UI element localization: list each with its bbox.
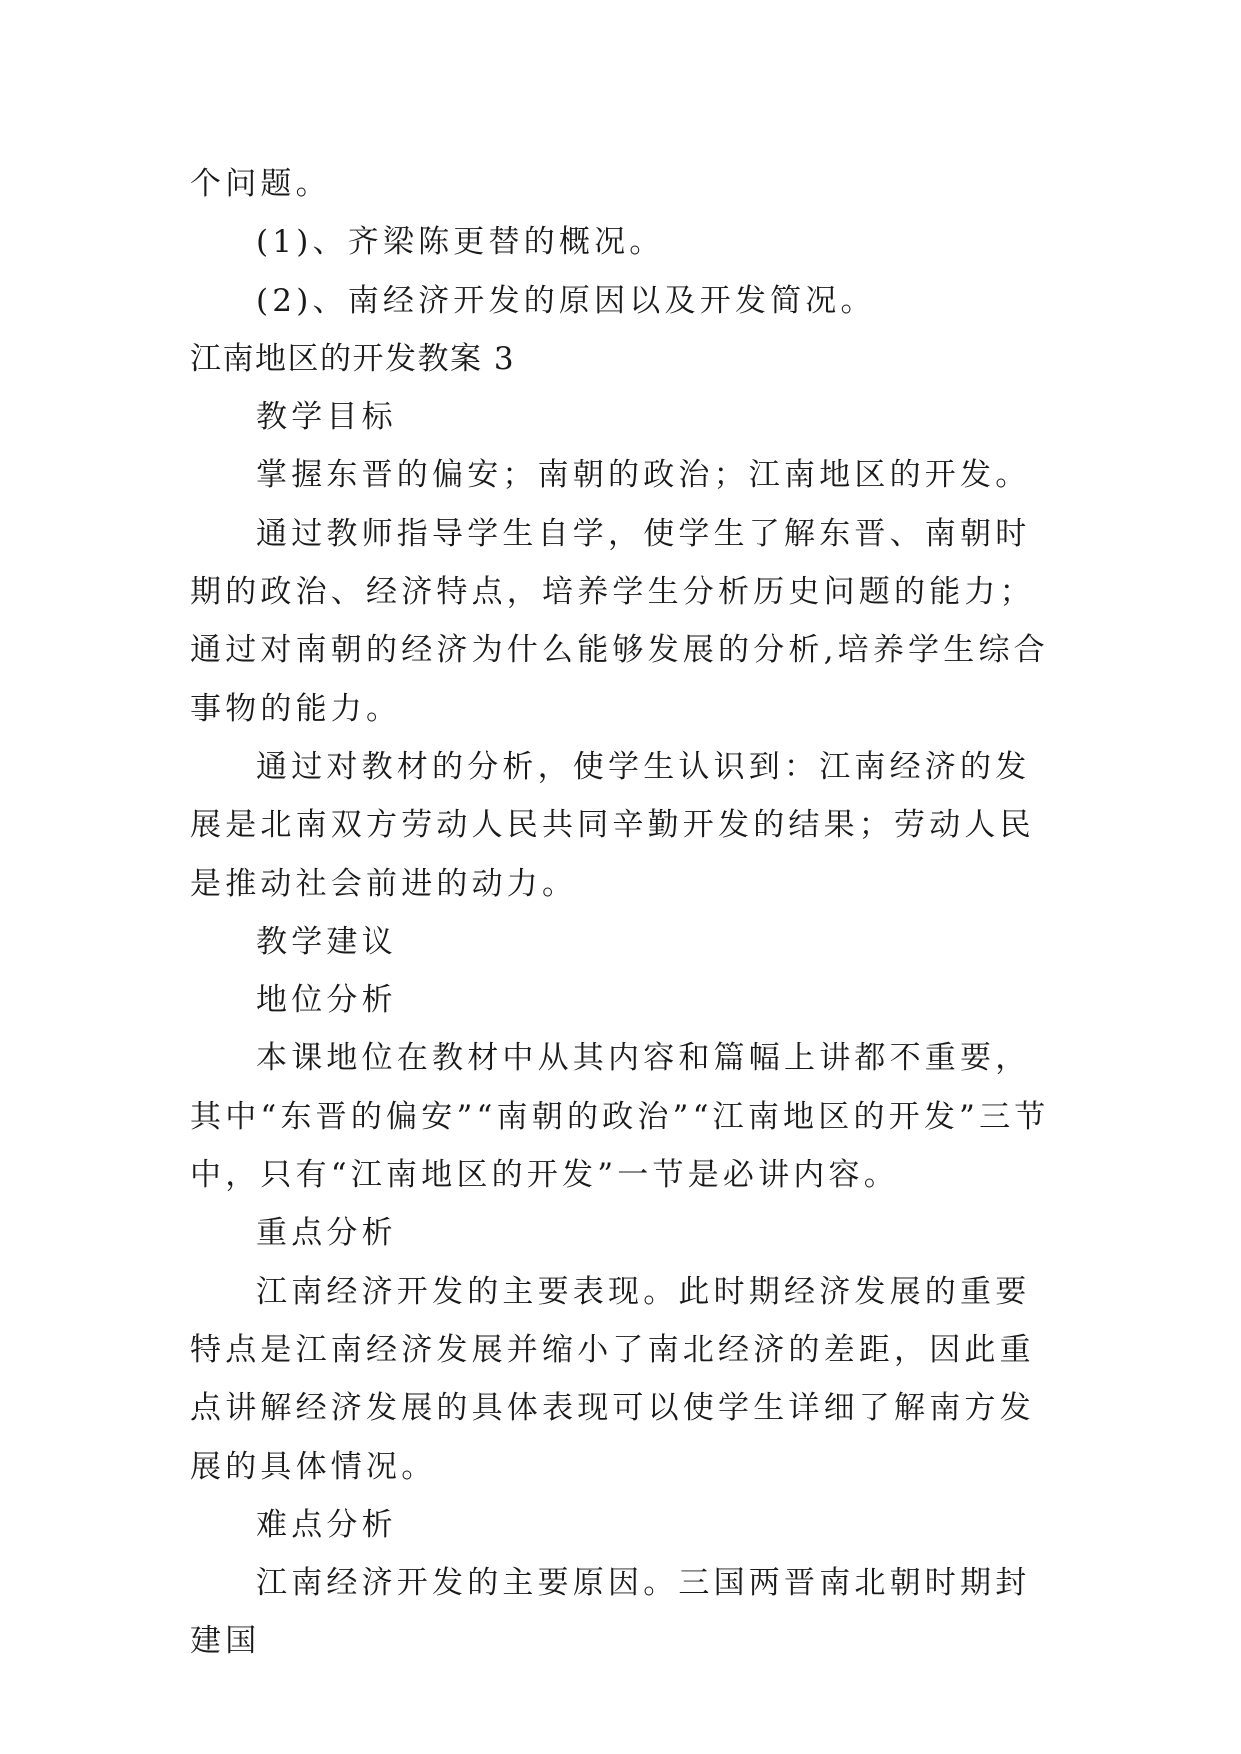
paragraph-14: 江南经济开发的主要原因。三国两晋南北朝时期封建国 bbox=[190, 1565, 1031, 1660]
section-title: 江南地区的开发教案 3 bbox=[190, 340, 516, 377]
paragraph-6: 通过教师指导学生自学，使学生了解东晋、南朝时期的政治、经济特点，培养学生分析历史问题的能力；通过对南朝的经济为什么能够发展的分析,培养学生综合事物的能力。 bbox=[190, 515, 1049, 727]
paragraph-5: 掌握东晋的偏安；南朝的政治；江南地区的开发。 bbox=[256, 457, 1031, 494]
paragraph-1: 个问题。 bbox=[190, 166, 331, 202]
document-page bbox=[190, 155, 1060, 1671]
paragraph-7: 通过对教材的分析，使学生认识到：江南经济的发展是北南双方劳动人民共同辛勤开发的结果；劳动人民是推动社会前进的动力。 bbox=[190, 748, 1035, 902]
paragraph-12: 江南经济开发的主要表现。此时期经济发展的重要特点是江南经济发展并缩小了南北经济的差距，因此重点讲解经济发展的具体表现可以使学生详细了解南方发展的具体情况。 bbox=[190, 1273, 1035, 1485]
heading-position-analysis: 地位分析 bbox=[256, 982, 397, 1019]
heading-key-point-analysis: 重点分析 bbox=[256, 1215, 397, 1252]
heading-teaching-suggestions: 教学建议 bbox=[256, 923, 397, 960]
heading-difficulty-analysis: 难点分析 bbox=[256, 1506, 397, 1543]
paragraph-3: (2)、南经济开发的原因以及开发简况。 bbox=[256, 282, 876, 319]
paragraph-10: 本课地位在教材中从其内容和篇幅上讲都不重要，其中“东晋的偏安”“南朝的政治”“江南地区的开发”三节中，只有“江南地区的开发”一节是必讲内容。 bbox=[190, 1040, 1050, 1194]
heading-teaching-goals: 教学目标 bbox=[256, 399, 397, 436]
paragraph-2: (1)、齐梁陈更替的概况。 bbox=[256, 224, 665, 261]
